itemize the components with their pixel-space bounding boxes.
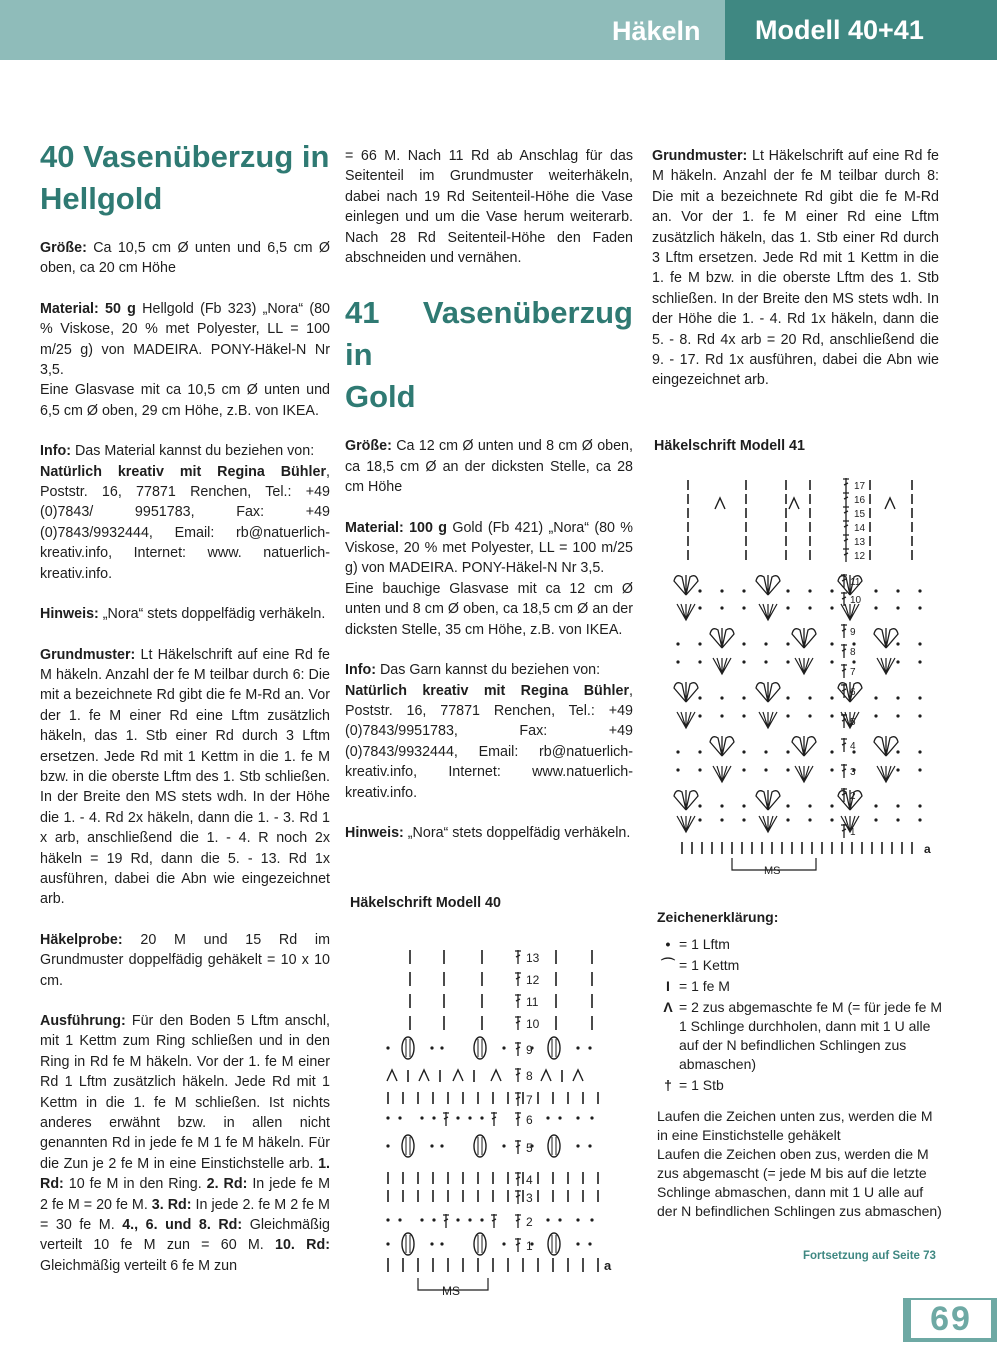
legend-title: Zeichenerklärung: bbox=[657, 909, 779, 925]
chain-mark bbox=[764, 768, 767, 771]
row-number: 6 bbox=[850, 687, 856, 698]
fan-down-mark bbox=[759, 712, 777, 728]
chain-mark bbox=[742, 804, 745, 807]
row-number: 9 bbox=[850, 627, 856, 638]
double-crochet-mark bbox=[841, 764, 847, 778]
fan-down-mark bbox=[677, 712, 695, 728]
chain-mark bbox=[468, 1116, 471, 1119]
m40-haekelprobe: Häkelprobe: 20 M und 15 Rd im Grundmuster doppelfädig gehäkelt = 10 x 10 cm. bbox=[40, 931, 330, 989]
chain-mark bbox=[386, 1242, 389, 1245]
row-number: 17 bbox=[854, 481, 866, 492]
chain-mark bbox=[576, 1046, 579, 1049]
column-1 bbox=[40, 136, 330, 1296]
shell-oval-mark bbox=[548, 1135, 560, 1157]
chain-mark bbox=[588, 1144, 591, 1147]
m41-material: Material: 100 g Gold (Fb 421) „Nora“ (80 % Viskose, 20 % met Polyester, LL = 100 m/25 g) von MADEIRA. PONY-Häkel-N Nr 3,5. bbox=[345, 519, 633, 577]
shell-oval-mark bbox=[548, 1233, 560, 1255]
chain-mark bbox=[830, 768, 833, 771]
repeat-label: MS bbox=[764, 865, 781, 877]
double-crochet-mark bbox=[515, 1042, 521, 1056]
shell-mark bbox=[756, 575, 780, 595]
legend-text: = 1 Kettm bbox=[679, 957, 740, 973]
legend-text: = 1 Stb bbox=[679, 1077, 724, 1093]
legend-item bbox=[657, 998, 947, 1074]
chain-mark bbox=[830, 589, 833, 592]
row-number: 4 bbox=[850, 741, 856, 752]
column-2 bbox=[345, 146, 633, 863]
chain-mark bbox=[918, 768, 921, 771]
double-crochet-mark bbox=[515, 1016, 521, 1030]
chain-mark bbox=[502, 1046, 505, 1049]
m41-info: Info: Das Garn kannst du beziehen von: Natürlich kreativ mit Regina Bühler, Poststr. 16, 77871 Renchen, Tel.: +49 (0)7843/9951783, Fax: +49 (0)7843/9932444, Email: rb@natuerlich-kreativ.info, Internet: www.natuerlich-kreativ.info. bbox=[345, 662, 633, 801]
fan-down-mark bbox=[795, 658, 813, 674]
chain-mark bbox=[918, 606, 921, 609]
row-number: 10 bbox=[526, 1017, 540, 1031]
legend-item bbox=[657, 1076, 947, 1095]
crochet-chart-40 bbox=[378, 938, 628, 1298]
legend-symbol: I bbox=[666, 978, 670, 994]
chain-mark bbox=[896, 642, 899, 645]
chain-mark bbox=[786, 818, 789, 821]
double-crochet-mark bbox=[491, 1214, 497, 1228]
decrease-mark bbox=[789, 498, 799, 509]
double-crochet-mark bbox=[841, 592, 847, 606]
shell-mark bbox=[874, 736, 898, 756]
chain-mark bbox=[386, 1046, 389, 1049]
double-crochet-mark bbox=[515, 1112, 521, 1126]
chain-mark bbox=[896, 714, 899, 717]
legend-item bbox=[657, 977, 947, 996]
chain-mark bbox=[874, 804, 877, 807]
double-crochet-mark bbox=[515, 1172, 521, 1186]
double-crochet-mark bbox=[515, 1140, 521, 1154]
shell-mark bbox=[756, 682, 780, 702]
chain-mark bbox=[786, 660, 789, 663]
chain-mark bbox=[742, 818, 745, 821]
chain-mark bbox=[398, 1116, 401, 1119]
row-number: 12 bbox=[854, 551, 866, 562]
page-number: 69 bbox=[911, 1300, 991, 1338]
chain-mark bbox=[830, 696, 833, 699]
chain-mark bbox=[830, 818, 833, 821]
fan-down-mark bbox=[795, 766, 813, 782]
row-number: 3 bbox=[526, 1191, 533, 1205]
double-crochet-mark bbox=[515, 950, 521, 964]
chain-mark bbox=[590, 1116, 593, 1119]
chain-mark bbox=[430, 1046, 433, 1049]
chain-mark bbox=[742, 642, 745, 645]
chain-mark bbox=[576, 1218, 579, 1221]
header-banner bbox=[0, 0, 997, 60]
chain-mark bbox=[874, 818, 877, 821]
double-crochet-mark bbox=[515, 994, 521, 1008]
chain-mark bbox=[742, 660, 745, 663]
chain-mark bbox=[698, 696, 701, 699]
chain-mark bbox=[558, 1116, 561, 1119]
chain-mark bbox=[918, 589, 921, 592]
chain-mark bbox=[786, 642, 789, 645]
double-crochet-mark bbox=[841, 644, 847, 658]
shell-mark bbox=[756, 790, 780, 810]
fan-down-mark bbox=[677, 604, 695, 620]
chain-mark bbox=[440, 1242, 443, 1245]
chain-mark bbox=[830, 642, 833, 645]
shell-mark bbox=[874, 628, 898, 648]
shell-oval-mark bbox=[402, 1037, 414, 1059]
row-number: 2 bbox=[526, 1215, 533, 1229]
row-number: 13 bbox=[854, 537, 866, 548]
m41-grundmuster: Grundmuster: Lt Häkelschrift auf eine Rd fe M häkeln. Anzahl der fe M teilbar durch 8: Die mit a bezeichnete Rd gibt die fe M-Rd an. Vor der 1. fe M einer Rd eine Lftm zusätzlich häkeln, das 1. Stb einer Rd durch 3 Lftm ersetzen. Jede Rd mit 1 Kettm in die 1. fe M bzw. in die oberste Lftm des 1. Stb schließen. In der Breite den MS stets wdh. In der Höhe die 1. - 4. Rd 1x häkeln, dann die 5. - 8. Rd 4x arb = 20 Rd, anschließend die 9. - 17. Rd 1x ausführen, dabei die Abn wie eingezeichnet arb. bbox=[652, 148, 939, 389]
double-crochet-mark bbox=[515, 972, 521, 986]
chain-mark bbox=[742, 589, 745, 592]
chain-mark bbox=[786, 714, 789, 717]
shell-oval-lines bbox=[406, 1039, 410, 1057]
crochet-chart-41 bbox=[672, 470, 942, 880]
double-crochet-mark bbox=[843, 478, 849, 492]
legend-symbol: † bbox=[664, 1077, 672, 1093]
legend bbox=[657, 908, 947, 1221]
row-number: 7 bbox=[850, 667, 856, 678]
chain-mark bbox=[786, 606, 789, 609]
shell-oval-mark bbox=[402, 1135, 414, 1157]
row-a-label: a bbox=[604, 1258, 612, 1273]
chain-mark bbox=[440, 1144, 443, 1147]
chain-mark bbox=[896, 768, 899, 771]
page-number-box bbox=[903, 1298, 997, 1342]
chain-mark bbox=[588, 1242, 591, 1245]
chain-mark bbox=[546, 1116, 549, 1119]
chain-mark bbox=[808, 714, 811, 717]
legend-text: = 1 Lftm bbox=[679, 936, 730, 952]
chain-mark bbox=[588, 1046, 591, 1049]
repeat-label: MS bbox=[442, 1284, 460, 1298]
chain-mark bbox=[698, 714, 701, 717]
m40-info: Info: Das Material kannst du beziehen von: Natürlich kreativ mit Regina Bühler, Poststr. 16, 77871 Renchen, Tel.: +49 (0)7843/ 9951783, Fax: +49 (0)7843/9932444, Email: rb@natuerlich-kreativ.info, Internet: www. natuerlich-kreativ.info. bbox=[40, 443, 330, 582]
m40-continuation: = 66 M. Nach 11 Rd ab Anschlag für das Seitenteil im Grundmuster weiterhäkeln, dabei nach 19 Rd Seitenteil-Höhe die Vase einlegen und um die Vase herum weiterarb. Nach 28 Rd Seitenteil-Höhe den Faden abschneiden und vernähen. bbox=[345, 148, 633, 267]
chain-mark bbox=[502, 1242, 505, 1245]
chain-mark bbox=[830, 804, 833, 807]
chain-mark bbox=[742, 750, 745, 753]
m41-hinweis: Hinweis: „Nora“ stets doppelfädig verhäkeln. bbox=[345, 824, 631, 841]
decrease-mark bbox=[419, 1070, 429, 1081]
chart40-title: Häkelschrift Modell 40 bbox=[350, 895, 501, 911]
double-crochet-mark bbox=[443, 1112, 449, 1126]
chain-mark bbox=[808, 696, 811, 699]
fan-down-mark bbox=[877, 766, 895, 782]
chain-mark bbox=[576, 1242, 579, 1245]
shell-oval-lines bbox=[406, 1137, 410, 1155]
decrease-mark bbox=[541, 1070, 551, 1081]
legend-symbol: • bbox=[665, 936, 671, 952]
decrease-mark bbox=[885, 498, 895, 509]
chain-mark bbox=[874, 606, 877, 609]
chain-mark bbox=[432, 1218, 435, 1221]
shell-oval-lines bbox=[478, 1235, 482, 1253]
chain-mark bbox=[676, 660, 679, 663]
chain-mark bbox=[576, 1144, 579, 1147]
row-number: 5 bbox=[850, 717, 856, 728]
chain-mark bbox=[720, 804, 723, 807]
double-crochet-mark bbox=[843, 506, 849, 520]
double-crochet-mark bbox=[843, 548, 849, 562]
chain-mark bbox=[386, 1144, 389, 1147]
shell-oval-mark bbox=[402, 1233, 414, 1255]
m40-hinweis: Hinweis: „Nora“ stets doppelfädig verhäkeln. bbox=[40, 606, 326, 623]
chain-mark bbox=[676, 750, 679, 753]
chain-mark bbox=[720, 714, 723, 717]
chain-mark bbox=[786, 696, 789, 699]
chain-mark bbox=[742, 714, 745, 717]
chain-mark bbox=[676, 768, 679, 771]
row-number: 11 bbox=[526, 995, 539, 1009]
chain-mark bbox=[918, 642, 921, 645]
chain-mark bbox=[764, 660, 767, 663]
legend-items bbox=[657, 935, 947, 1095]
decrease-mark bbox=[715, 498, 725, 509]
legend-note-1: Laufen die Zeichen unten zus, werden die M in eine Einstichstelle gehäkelt bbox=[657, 1108, 933, 1143]
row-number: 5 bbox=[526, 1141, 533, 1155]
category-label: Häkeln bbox=[612, 16, 701, 46]
fan-down-mark bbox=[877, 658, 895, 674]
chain-mark bbox=[786, 768, 789, 771]
chain-mark bbox=[698, 750, 701, 753]
chain-mark bbox=[698, 606, 701, 609]
chain-mark bbox=[764, 750, 767, 753]
chain-mark bbox=[918, 750, 921, 753]
legend-text: = 1 fe M bbox=[679, 978, 730, 994]
row-number: 6 bbox=[526, 1113, 533, 1127]
double-crochet-mark bbox=[443, 1214, 449, 1228]
chain-mark bbox=[786, 804, 789, 807]
chain-mark bbox=[480, 1116, 483, 1119]
row-number: 2 bbox=[850, 791, 856, 802]
chain-mark bbox=[764, 642, 767, 645]
row-number: 1 bbox=[526, 1239, 533, 1253]
legend-symbol: ⌒ bbox=[661, 957, 675, 973]
chain-mark bbox=[918, 696, 921, 699]
row-number: 4 bbox=[526, 1173, 533, 1187]
shell-mark bbox=[710, 628, 734, 648]
chain-mark bbox=[896, 606, 899, 609]
shell-mark bbox=[674, 682, 698, 702]
fan-down-mark bbox=[841, 604, 859, 620]
shell-mark bbox=[792, 736, 816, 756]
row-number: 8 bbox=[850, 647, 856, 658]
row-number: 16 bbox=[854, 495, 866, 506]
m40-material: Material: 50 g Hellgold (Fb 323) „Nora“ (80 % Viskose, 20 % met Polyester, LL = 100 m/25 g) von MADEIRA. PONY-Häkel-N Nr 3,5. bbox=[40, 300, 331, 379]
chain-mark bbox=[420, 1116, 423, 1119]
decrease-mark bbox=[387, 1070, 397, 1081]
decrease-mark bbox=[573, 1070, 583, 1081]
row-number: 13 bbox=[526, 951, 540, 965]
double-crochet-mark bbox=[841, 738, 847, 752]
chain-mark bbox=[874, 714, 877, 717]
continued-note: Fortsetzung auf Seite 73 bbox=[803, 1250, 936, 1262]
row-number: 14 bbox=[854, 523, 866, 534]
chain-mark bbox=[720, 589, 723, 592]
shell-oval-lines bbox=[552, 1039, 556, 1057]
double-crochet-mark bbox=[491, 1112, 497, 1126]
legend-symbol: Λ bbox=[663, 999, 673, 1015]
row-number: 1 bbox=[850, 827, 856, 838]
double-crochet-mark bbox=[515, 1068, 521, 1082]
chain-mark bbox=[502, 1144, 505, 1147]
legend-item bbox=[657, 956, 947, 975]
row-number: 12 bbox=[526, 973, 540, 987]
shell-oval-mark bbox=[474, 1037, 486, 1059]
chain-mark bbox=[398, 1218, 401, 1221]
double-crochet-mark bbox=[841, 624, 847, 638]
m41-groesse: Größe: Ca 12 cm Ø unten und 8 cm Ø oben, ca 18,5 cm Ø an der dicksten Stelle, ca 28 cm Höhe bbox=[345, 438, 633, 496]
shell-mark bbox=[710, 736, 734, 756]
chain-mark bbox=[786, 750, 789, 753]
chain-mark bbox=[830, 660, 833, 663]
chart41-title: Häkelschrift Modell 41 bbox=[654, 438, 805, 454]
chain-mark bbox=[590, 1218, 593, 1221]
chain-mark bbox=[874, 589, 877, 592]
shell-oval-lines bbox=[478, 1137, 482, 1155]
row-number: 7 bbox=[526, 1093, 533, 1107]
chain-mark bbox=[698, 804, 701, 807]
chain-mark bbox=[918, 714, 921, 717]
chain-mark bbox=[918, 804, 921, 807]
m40-material-extra: Eine Glasvase mit ca 10,5 cm Ø unten und 6,5 cm Ø oben, 29 cm Höhe, z.B. von IKEA. bbox=[40, 382, 330, 419]
chain-mark bbox=[896, 589, 899, 592]
chain-mark bbox=[698, 589, 701, 592]
chain-mark bbox=[468, 1218, 471, 1221]
m41-title: 41 Vasenüberzug in Gold bbox=[345, 295, 633, 415]
chain-mark bbox=[546, 1218, 549, 1221]
chain-mark bbox=[808, 818, 811, 821]
chain-mark bbox=[558, 1218, 561, 1221]
chain-mark bbox=[830, 750, 833, 753]
shell-oval-mark bbox=[474, 1233, 486, 1255]
model-label: Modell 40+41 bbox=[725, 0, 997, 60]
chain-mark bbox=[808, 804, 811, 807]
shell-mark bbox=[674, 575, 698, 595]
fan-down-mark bbox=[759, 816, 777, 832]
chain-mark bbox=[698, 818, 701, 821]
chain-mark bbox=[896, 696, 899, 699]
chain-mark bbox=[386, 1116, 389, 1119]
row-a-label: a bbox=[924, 842, 931, 856]
decrease-mark bbox=[453, 1070, 463, 1081]
chain-mark bbox=[830, 714, 833, 717]
chain-mark bbox=[720, 818, 723, 821]
double-crochet-mark bbox=[515, 1092, 521, 1106]
chain-mark bbox=[676, 642, 679, 645]
chain-mark bbox=[440, 1046, 443, 1049]
shell-oval-mark bbox=[548, 1037, 560, 1059]
m40-groesse: Größe: Ca 10,5 cm Ø unten und 6,5 cm Ø oben, ca 20 cm Höhe bbox=[40, 240, 330, 277]
legend-text: = 2 zus abgemaschte fe M (= für jede fe M 1 Schlinge durchholen, dann mit 1 U alle auf der N befindlichen Schlingen zus abmaschen) bbox=[679, 999, 943, 1072]
chain-mark bbox=[896, 660, 899, 663]
chain-mark bbox=[430, 1242, 433, 1245]
shell-oval-lines bbox=[406, 1235, 410, 1253]
chain-mark bbox=[698, 768, 701, 771]
chain-mark bbox=[386, 1218, 389, 1221]
double-crochet-mark bbox=[843, 534, 849, 548]
chain-mark bbox=[698, 660, 701, 663]
chain-mark bbox=[852, 642, 855, 645]
chain-mark bbox=[742, 768, 745, 771]
chain-mark bbox=[698, 642, 701, 645]
chain-mark bbox=[742, 606, 745, 609]
shell-oval-lines bbox=[552, 1137, 556, 1155]
chain-mark bbox=[480, 1218, 483, 1221]
chain-mark bbox=[874, 696, 877, 699]
row-number: 3 bbox=[850, 767, 856, 778]
chain-mark bbox=[576, 1116, 579, 1119]
chain-mark bbox=[896, 804, 899, 807]
shell-oval-lines bbox=[478, 1039, 482, 1057]
chain-mark bbox=[432, 1116, 435, 1119]
m40-ausfuehrung: Ausführung: Für den Boden 5 Lftm anschl, mit 1 Kettm zum Ring schließen und in den Ring in Rd fe M häkeln. Vor der 1. fe M einer Rd 1 Lftm zusätzlich häkeln. Jede Rd mit 1 Kettm in die 1. fe M schließen. Ist nichts anderes erwähnt bzw. in allen nicht genannten Rd in jede fe M 1 fe M häkeln. Für die Zun je 2 fe M in eine Einstichstelle arb. 1. Rd: 10 fe M in den Ring. 2. Rd: In jede fe M 2 fe M = 20 fe M. 3. Rd: In jede 2. fe M 2 fe M = 30 fe M. 4., 6. und 8. Rd: Gleichmäßig verteilt 10 fe M zun = 60 M. 10. Rd: Gleichmäßig verteilt 6 fe M zun bbox=[40, 1013, 330, 1274]
chain-mark bbox=[918, 660, 921, 663]
chain-mark bbox=[786, 589, 789, 592]
chain-mark bbox=[430, 1144, 433, 1147]
double-crochet-mark bbox=[515, 1214, 521, 1228]
shell-mark bbox=[674, 790, 698, 810]
chain-mark bbox=[456, 1218, 459, 1221]
fan-down-mark bbox=[713, 658, 731, 674]
chain-mark bbox=[852, 660, 855, 663]
m40-title: 40 Vasenüberzug in Hellgold bbox=[40, 139, 330, 216]
fan-down-mark bbox=[677, 816, 695, 832]
chain-mark bbox=[896, 750, 899, 753]
fan-down-mark bbox=[759, 604, 777, 620]
shell-mark bbox=[792, 628, 816, 648]
chain-mark bbox=[720, 606, 723, 609]
decrease-mark bbox=[491, 1070, 501, 1081]
row-number: 8 bbox=[526, 1069, 533, 1083]
double-crochet-mark bbox=[515, 1238, 521, 1252]
chain-mark bbox=[896, 818, 899, 821]
double-crochet-mark bbox=[843, 520, 849, 534]
shell-oval-lines bbox=[552, 1235, 556, 1253]
row-number: 9 bbox=[526, 1043, 533, 1057]
shell-oval-mark bbox=[474, 1135, 486, 1157]
chain-mark bbox=[720, 696, 723, 699]
chain-mark bbox=[830, 606, 833, 609]
chain-mark bbox=[456, 1116, 459, 1119]
chain-mark bbox=[420, 1218, 423, 1221]
chain-mark bbox=[918, 818, 921, 821]
chain-mark bbox=[808, 589, 811, 592]
fan-down-mark bbox=[713, 766, 731, 782]
double-crochet-mark bbox=[841, 664, 847, 678]
legend-item bbox=[657, 935, 947, 954]
row-number: 15 bbox=[854, 509, 866, 520]
column-3 bbox=[652, 146, 939, 411]
chain-mark bbox=[742, 696, 745, 699]
chain-mark bbox=[808, 606, 811, 609]
legend-note-2: Laufen die Zeichen oben zus, werden die M zus abgemascht (= jede M bis auf die letzte Schlinge abmaschen, dann mit 1 U alle auf der N befindlichen Schlingen zus abmaschen) bbox=[657, 1146, 942, 1219]
m40-grundmuster: Grundmuster: Lt Häkelschrift auf eine Rd fe M häkeln. Anzahl der fe M teilbar durch 6: Die mit a bezeichnete Rd gibt die fe M-Rd an. Vor der 1. fe M einer Rd eine Lftm zusätzlich häkeln, das 1. Stb einer Rd durch 3 Lftm ersetzen. Jede Rd mit 1 Kettm in die 1. fe M bzw. in die oberste Lftm des 1. Stb schließen. In der Breite den MS stets wdh. In der Höhe die 1. - 4. Rd 2x häkeln, dann die 1. - 3. Rd 1 x arb, anschließend die 1. - 4. R noch 2x häkeln = 19 Rd, dann die 5. - 13. Rd 1x ausführen, dabei die Abn wie eingezeichnet arb. bbox=[40, 646, 330, 908]
row-number: 11 bbox=[850, 577, 861, 588]
double-crochet-mark bbox=[843, 492, 849, 506]
double-crochet-mark bbox=[515, 1190, 521, 1204]
row-number: 10 bbox=[850, 595, 862, 606]
m41-material-extra: Eine bauchige Glasvase mit ca 12 cm Ø unten und 8 cm Ø oben, ca 18,5 cm Ø an der dicksten Stelle, 35 cm Höhe, z.B. von IKEA. bbox=[345, 580, 633, 638]
